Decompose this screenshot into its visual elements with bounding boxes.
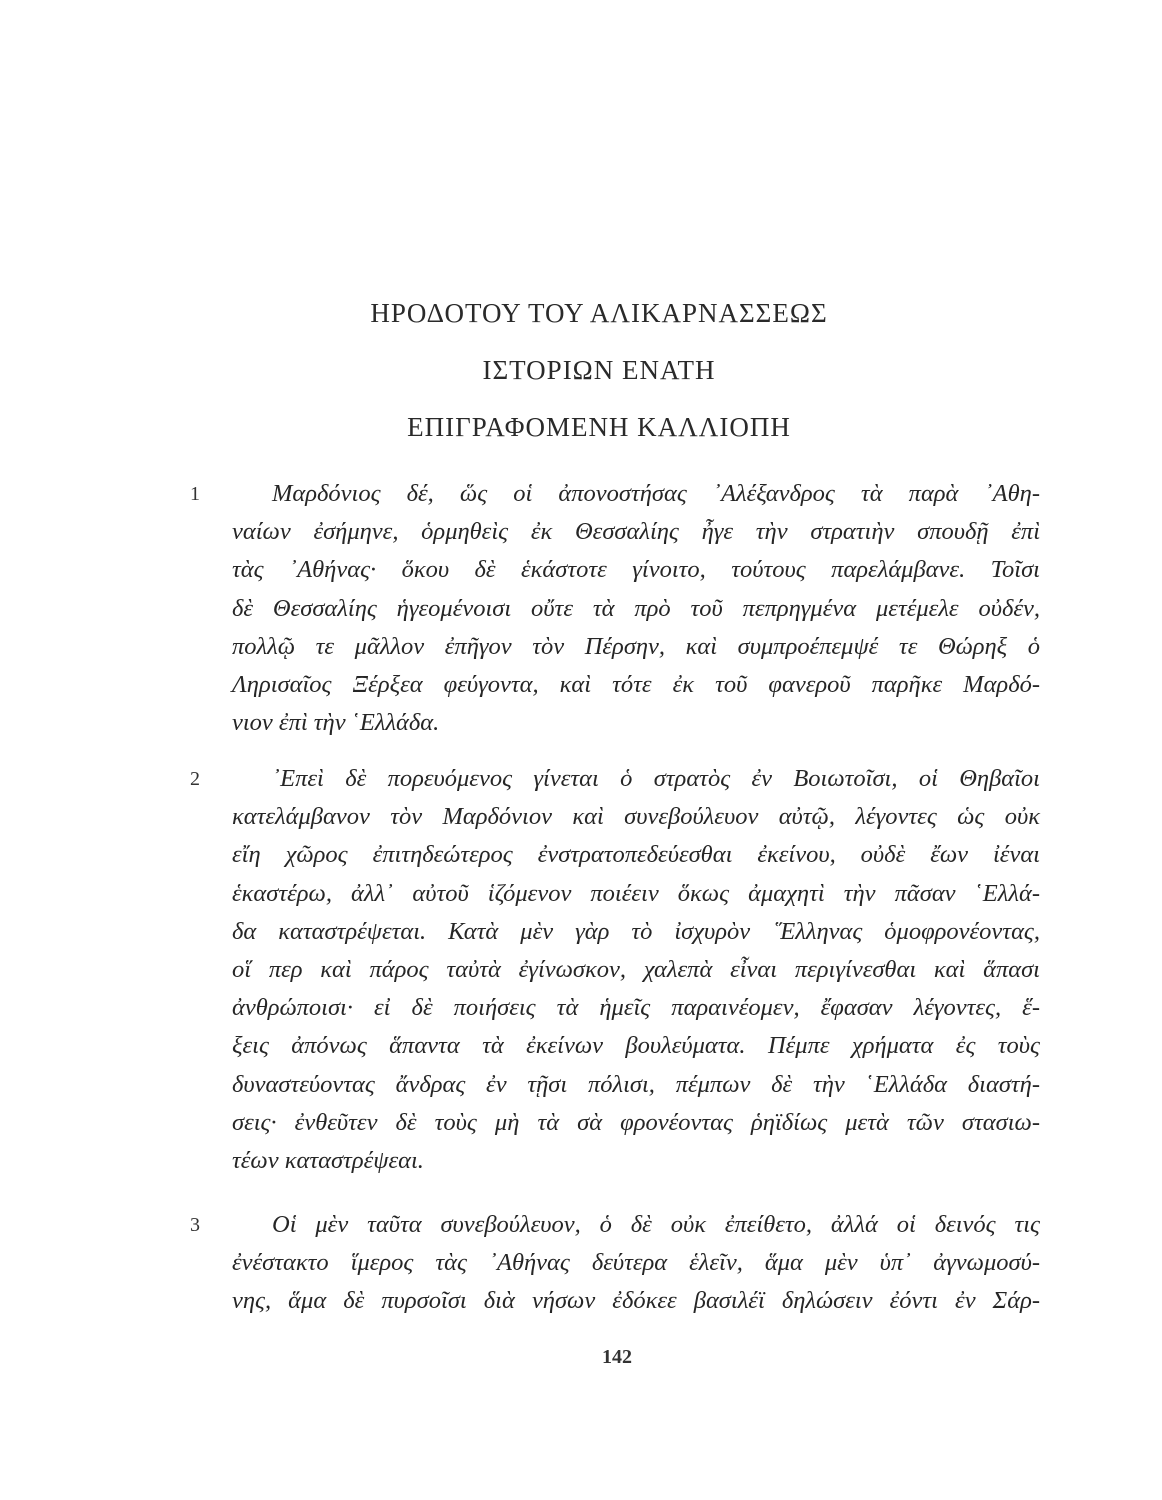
text-line: νης, ἅμα δὲ πυρσοῖσι διὰ νήσων ἐδόκεε βασιλέϊ δηλώσειν ἐόντι ἐν Σάρ- [232,1287,1040,1315]
text-line: ναίων ἐσήμηνε, ὁρμηθεὶς ἐκ Θεσσαλίης ἦγε τὴν στρατιὴν σπουδῇ ἐπὶ [232,518,1040,546]
text-line: Ληρισαῖος Ξέρξεα φεύγοντα, καὶ τότε ἐκ τοῦ φανεροῦ παρῆκε Μαρδό- [232,671,1040,699]
text-line: νιον ἐπὶ τὴν ῾Ελλάδα. [232,709,440,737]
heading-book: ΙΣΤΟΡΙΩΝ ΕΝΑΤΗ [482,355,716,385]
text-line: τέων καταστρέψεαι. [232,1147,424,1175]
text-line: ξεις ἀπόνως ἅπαντα τὰ ἐκείνων βουλεύματα. Πέμπε χρήματα ἐς τοὺς [232,1032,1040,1060]
heading-subtitle: ΕΠΙΓΡΑΦΟΜΕΝΗ ΚΑΛΛΙΟΠΗ [407,412,791,442]
chapter-number: 2 [190,768,200,790]
text-line: δὲ Θεσσαλίης ἡγεομένοισι οὔτε τὰ πρὸ τοῦ πεπρηγμένα μετέμελε οὐδέν, [232,594,1040,622]
chapter-number: 3 [190,1214,200,1236]
text-line: οἵ περ καὶ πάρος ταὐτὰ ἐγίνωσκον, χαλεπὰ εἶναι περιγίνεσθαι καὶ ἅπασι [232,956,1040,984]
text-line: εἴη χῶρος ἐπιτηδεώτερος ἐνστρατοπεδεύεσθαι ἐκείνου, οὐδὲ ἔων ἰέναι [232,841,1040,869]
text-line: ἀνθρώποισι· εἰ δὲ ποιήσεις τὰ ἡμεῖς παραινέομεν, ἔφασαν λέγοντες, ἕ- [232,994,1040,1022]
text-line: ᾿Επεὶ δὲ πορευόμενος γίνεται ὁ στρατὸς ἐν Βοιωτοῖσι, οἱ Θηβαῖοι [272,765,1040,792]
page-number: 142 [602,1346,632,1368]
text-line: κατελάμβανον τὸν Μαρδόνιον καὶ συνεβούλευον αὐτῷ, λέγοντες ὡς οὐκ [232,803,1040,831]
text-line: σεις· ἐνθεῦτεν δὲ τοὺς μὴ τὰ σὰ φρονέοντας ῥηϊδίως μετὰ τῶν στασιω- [232,1108,1040,1136]
chapter-number: 1 [190,483,200,505]
chapter-text [232,760,1040,1180]
text-line: Μαρδόνιος δέ, ὥς οἱ ἀπονοστήσας ᾿Αλέξανδρος τὰ παρὰ ᾿Αθη- [272,480,1040,507]
heading-author: ΗΡΟΔΟΤΟΥ ΤΟΥ ΑΛΙΚΑΡΝΑΣΣΕΩΣ [370,298,828,328]
text-line: πολλῷ τε μᾶλλον ἐπῆγον τὸν Πέρσην, καὶ συμπροέπεμψέ τε Θώρηξ ὁ [232,632,1040,660]
text-line: δα καταστρέψεται. Κατὰ μὲν γὰρ τὸ ἰσχυρὸν ῞Ελληνας ὁμοφρονέοντας, [232,917,1040,945]
text-line: ἐνέστακτο ἵμερος τὰς ᾿Αθήνας δεύτερα ἑλεῖν, ἅμα μὲν ὑπ᾿ ἀγνωμοσύ- [232,1249,1040,1277]
chapter-text [232,475,1040,742]
chapter-text [232,1206,1040,1321]
text-line: τὰς ᾿Αθήνας· ὅκου δὲ ἑκάστοτε γίνοιτο, τούτους παρελάμβανε. Τοῖσι [232,556,1040,584]
text-line: ἑκαστέρω, ἀλλ᾿ αὐτοῦ ἱζόμενον ποιέειν ὅκως ἀμαχητὶ τὴν πᾶσαν ῾Ελλά- [232,879,1040,907]
text-line: Οἱ μὲν ταῦτα συνεβούλευον, ὁ δὲ οὐκ ἐπείθετο, ἀλλά οἱ δεινός τις [272,1211,1040,1238]
title-block [0,285,1162,456]
text-line: δυναστεύοντας ἄνδρας ἐν τῇσι πόλισι, πέμπων δὲ τὴν ῾Ελλάδα διαστή- [232,1070,1040,1098]
